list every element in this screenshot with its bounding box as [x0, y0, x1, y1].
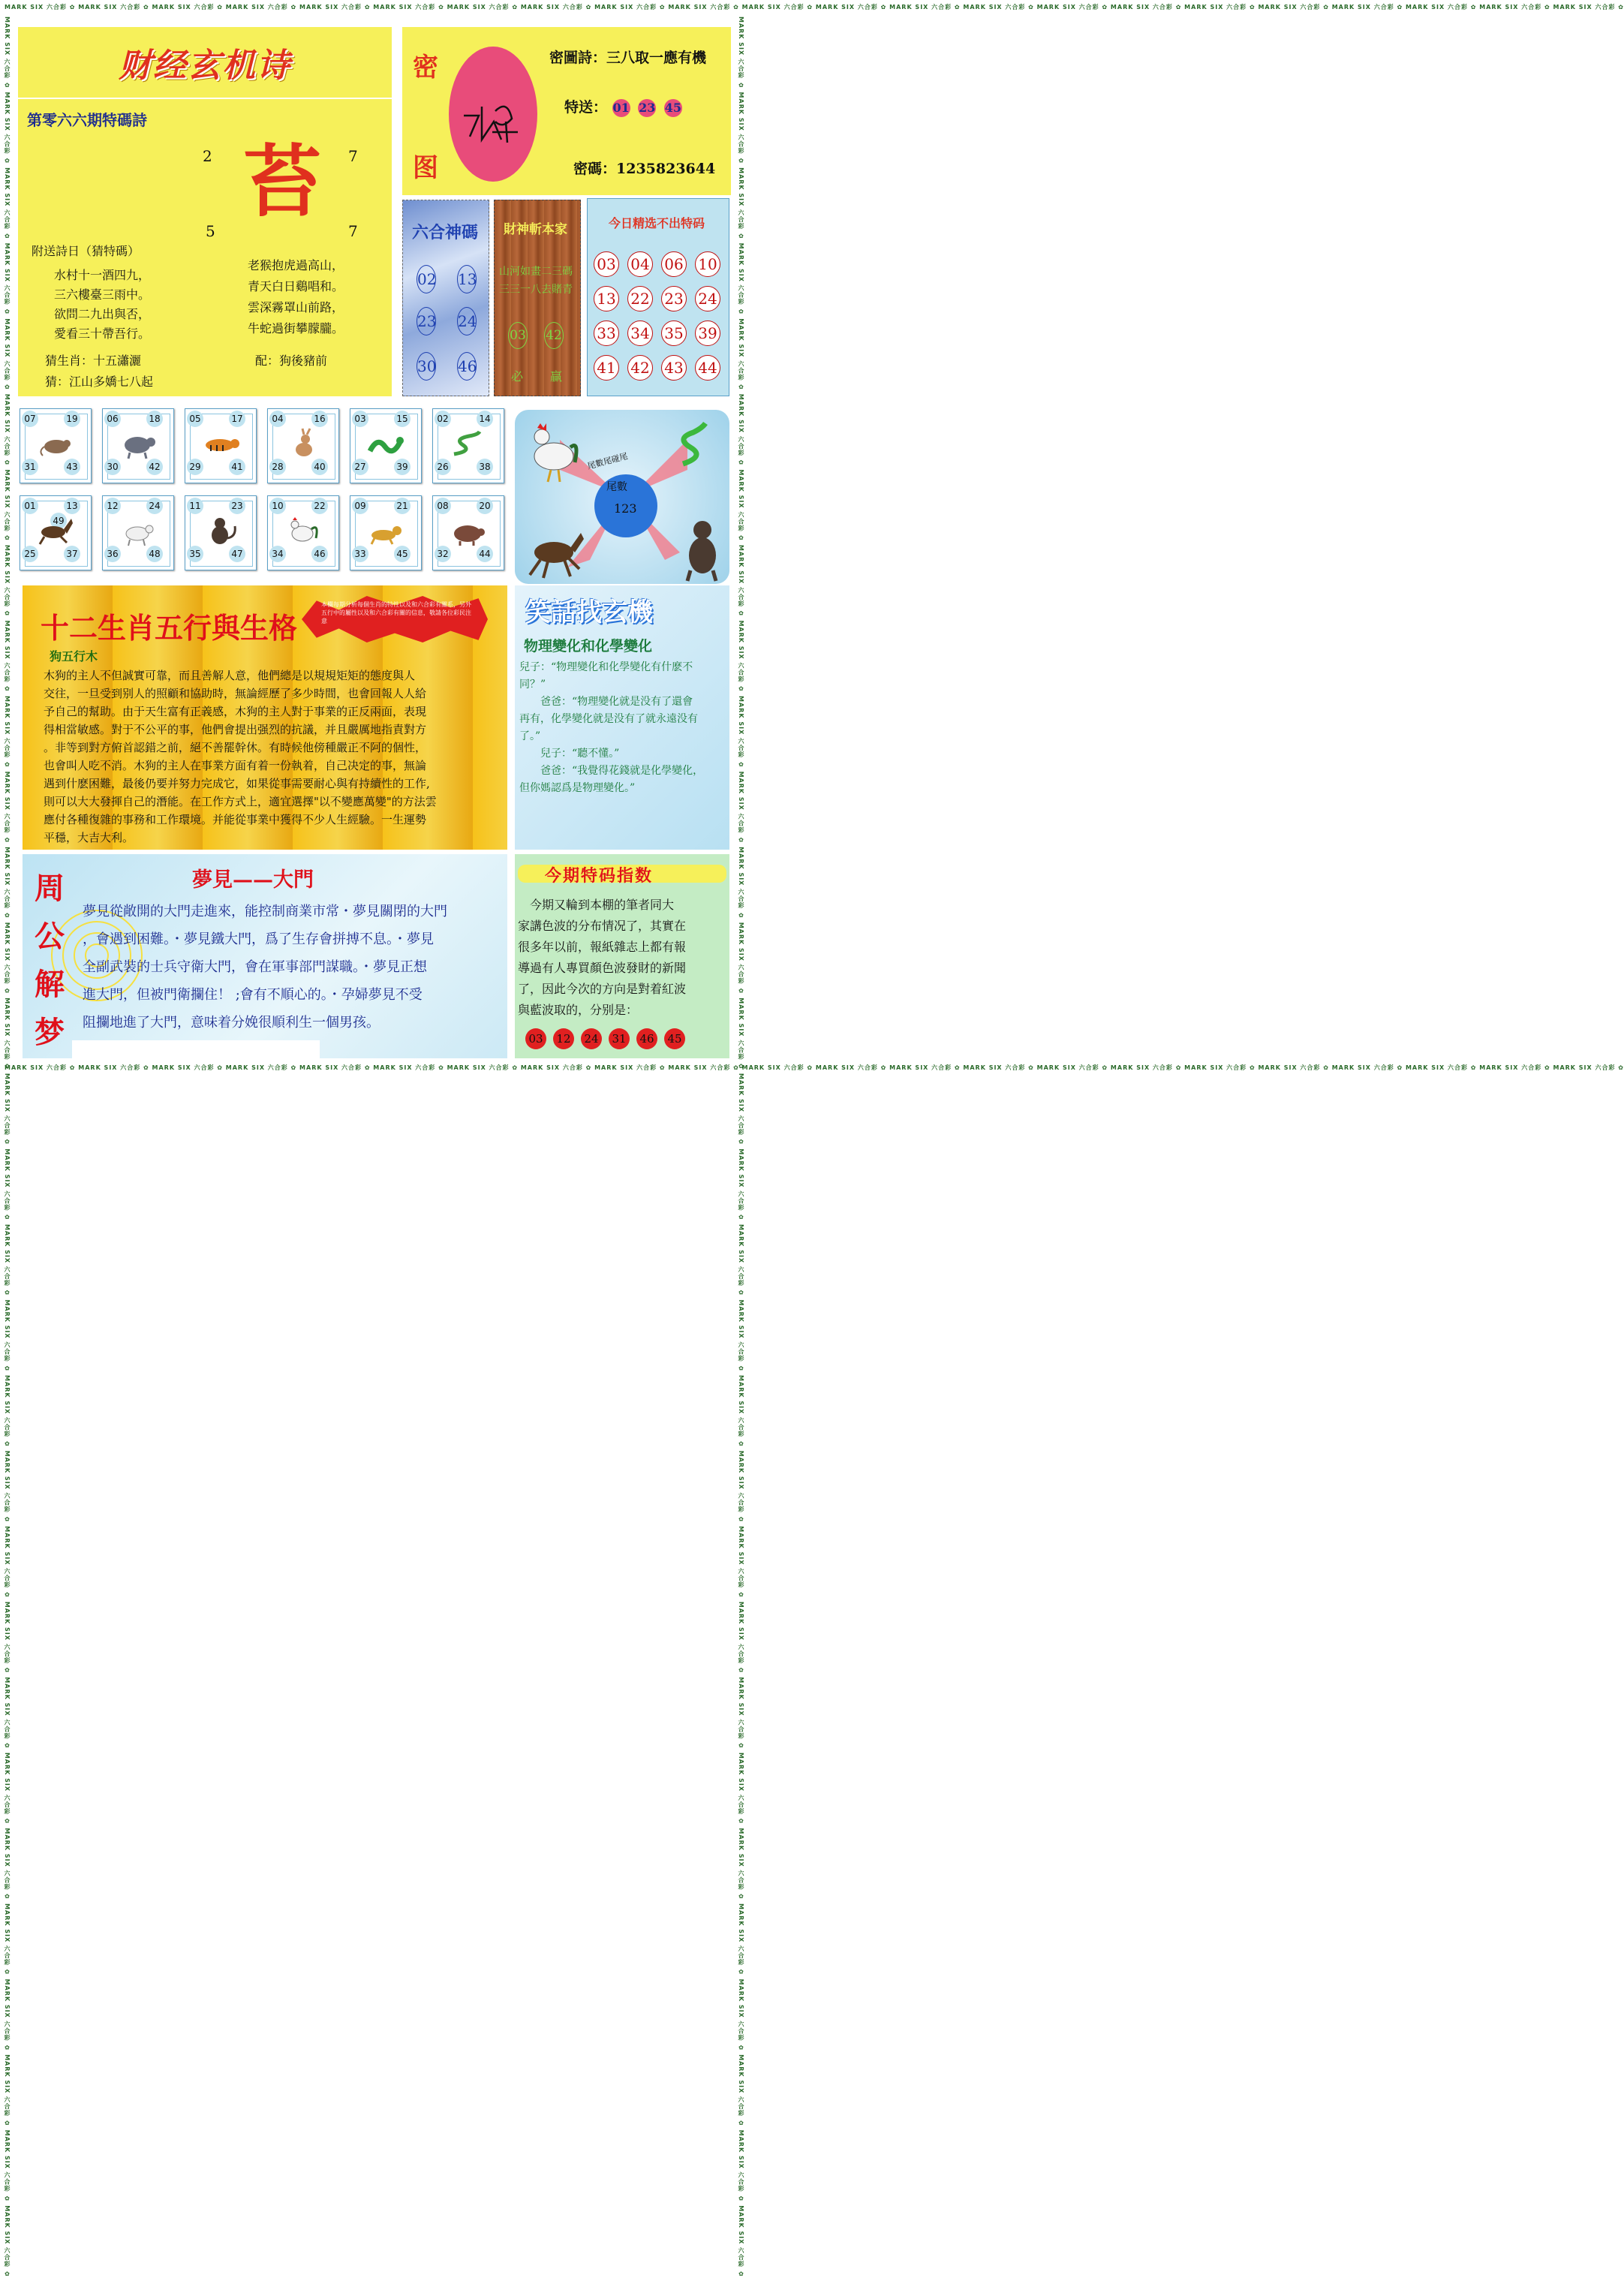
zodiac-card [102, 495, 174, 570]
today-number-ball: 13 [594, 286, 619, 311]
zodiac-number: 27 [352, 459, 368, 475]
dream-side-char: 解 [35, 967, 65, 1002]
secret-panel [402, 27, 731, 195]
five-subtitle: 狗五行木 [50, 649, 98, 664]
today-number-ball: 39 [695, 320, 720, 346]
poem-line: 牛蛇過街攀朦朧。 [248, 321, 344, 336]
poem-line: 三六樓臺三雨中。 [54, 287, 151, 302]
today-number-ball: 22 [627, 286, 653, 311]
header-banner [18, 27, 392, 98]
index-number-ball: 24 [581, 1028, 602, 1049]
dream-body [83, 898, 506, 1037]
zodiac-number: 39 [394, 459, 411, 475]
poem-panel [18, 99, 392, 396]
joke-line: 了。” [519, 730, 541, 742]
today-number-ball: 43 [661, 355, 687, 381]
today-number-ball: 10 [695, 251, 720, 277]
tail-number-panel [515, 410, 729, 584]
liuhe-number-ball: 02 [417, 265, 436, 293]
zodiac-number: 37 [64, 546, 80, 562]
liuhe-panel [402, 200, 489, 396]
rooster-icon [525, 417, 578, 485]
poem-digit: 2 [203, 147, 212, 165]
joke-line: 爸爸：“我覺得花錢就是化學變化， [519, 765, 704, 777]
zodiac-number: 36 [104, 546, 121, 562]
five-line: 得相當敏感。對于不公平的事，他們會提出强烈的抗議，并且嚴厲地指責對方 [44, 723, 427, 736]
snake-icon [668, 419, 716, 471]
dream-title: 夢見——大門 [192, 868, 314, 892]
rooster-icon [284, 516, 322, 546]
five-title: 十二生肖五行與生格 [41, 612, 298, 645]
page-title: 财经玄机诗 [119, 47, 291, 85]
special-send-label: 特送： [564, 99, 608, 116]
zodiac-number: 16 [311, 411, 328, 427]
goat-icon [119, 516, 157, 546]
zodiac-number: 20 [477, 498, 493, 514]
top-border [0, 0, 1624, 14]
liuhe-number-ball: 23 [417, 307, 436, 336]
index-line: 了，因此今次的方向是對着紅波 [518, 982, 687, 996]
index-line: 導過有人專買顏色波發財的新聞 [518, 961, 687, 975]
five-line: 予自己的幫助。由于天生富有正義感，木狗的主人對于事業的正反兩面，表現 [44, 705, 427, 718]
zodiac-number: 10 [269, 498, 286, 514]
zodiac-card [267, 495, 339, 570]
secret-char: 密 [413, 53, 438, 83]
special-send [564, 96, 685, 117]
send-number-ball: 45 [664, 99, 682, 117]
poem-digit: 7 [348, 147, 358, 165]
liuhe-number-ball: 30 [417, 352, 436, 381]
today-number-ball: 23 [661, 286, 687, 311]
zodiac-number: 19 [64, 411, 80, 427]
zodiac-number: 28 [269, 459, 286, 475]
wealth-foot: 贏 [550, 369, 563, 384]
left-border [0, 14, 17, 2278]
border-text: MARK SIX 六合彩 ✿ MARK SIX 六合彩 ✿ MARK SIX 六合彩 ✿ MARK SIX 六合彩 ✿ MARK SIX 六合彩 ✿ MARK SIX 六合彩 ✿ MARK SIX 六合彩 ✿ MARK SIX 六合彩 ✿ MARK SIX 六合彩 ✿ MARK SIX 六合彩 ✿ MARK SIX 六合彩 ✿ MARK SIX 六合彩 ✿ MARK SIX 六合彩 ✿ MARK SIX 六合彩 ✿ MARK SIX 六合彩 ✿ MARK SIX 六合彩 ✿ MARK SIX 六合彩 ✿ MARK SIX 六合彩 ✿ MARK SIX 六合彩 ✿ MARK SIX 六合彩 ✿ MARK SIX 六合彩 ✿ MARK SIX 六合彩 ✿ MARK SIX 六合彩 ✿ MARK SIX 六合彩 ✿ MARK SIX 六合彩 ✿ MARK SIX 六合彩 ✿ MARK SIX 六合彩 ✿ MARK SIX 六合彩 ✿ MARK SIX 六合彩 ✿ MARK SIX 六合彩 ✿ [4, 17, 11, 2278]
dream-side-char: 梦 [35, 1015, 65, 1050]
dream-blank-bar [72, 1040, 320, 1058]
guess-zodiac: 猜生肖：十五瀟灑 [45, 354, 142, 368]
dream-panel [23, 854, 507, 1058]
zodiac-number: 29 [187, 459, 203, 475]
send-number-ball: 23 [638, 99, 656, 117]
wealth-foot: 必 [511, 369, 524, 384]
poem-right-column [248, 255, 344, 339]
today-number-ball: 44 [695, 355, 720, 381]
zodiac-number: 18 [146, 411, 163, 427]
today-number-ball: 34 [627, 320, 653, 346]
right-border [734, 14, 749, 2278]
dream-line: 夢見從敞開的大門走進來，能控制商業市常・夢見關閉的大門 [83, 904, 447, 919]
today-number-ball: 41 [594, 355, 619, 381]
joke-panel [515, 585, 729, 850]
horse-icon [37, 516, 74, 546]
poem-line: 老猴抱虎過高山， [248, 258, 344, 272]
border-text: MARK SIX 六合彩 ✿ MARK SIX 六合彩 ✿ MARK SIX 六合彩 ✿ MARK SIX 六合彩 ✿ MARK SIX 六合彩 ✿ MARK SIX 六合彩 ✿ MARK SIX 六合彩 ✿ MARK SIX 六合彩 ✿ MARK SIX 六合彩 ✿ MARK SIX 六合彩 ✿ MARK SIX 六合彩 ✿ MARK SIX 六合彩 ✿ MARK SIX 六合彩 ✿ MARK SIX 六合彩 ✿ MARK SIX 六合彩 ✿ MARK SIX 六合彩 ✿ MARK SIX 六合彩 ✿ MARK SIX 六合彩 ✿ MARK SIX 六合彩 ✿ MARK SIX 六合彩 ✿ MARK SIX 六合彩 ✿ MARK SIX 六合彩 ✿ [5, 4, 1624, 11]
rat-icon [37, 429, 74, 459]
poem-line: 愛看三十帶吾行。 [54, 327, 151, 341]
wealth-number-ball: 42 [544, 322, 564, 349]
zodiac-number: 17 [229, 411, 245, 427]
wealth-number-ball: 03 [508, 322, 528, 349]
poem-line: 欲問二九出與否， [54, 307, 151, 321]
bottom-border [0, 1061, 1624, 1076]
zodiac-number: 34 [269, 546, 286, 562]
snake-icon [450, 429, 487, 459]
index-number-ball: 46 [636, 1028, 657, 1049]
dream-line: 全副武裝的士兵守衛大門，會在軍事部門謀職。・夢見正想 [83, 959, 427, 975]
zodiac-card [185, 408, 257, 483]
today-number-ball: 35 [661, 320, 687, 346]
poem-big-character: 苔 [243, 135, 322, 227]
wealth-line: 三三一八去賭青 [499, 284, 573, 296]
poem-line: 水村十一酒四九， [54, 268, 151, 282]
index-line: 很多年以前，報紙雜志上都有報 [518, 940, 687, 954]
today-number-ball: 33 [594, 320, 619, 346]
dream-line: ，會遇到困難。・夢見鐵大門，爲了生存會拼搏不息。・夢見 [83, 931, 434, 947]
joke-line: 再有，化學變化就是没有了就永遠没有 [519, 713, 698, 725]
index-panel [515, 854, 729, 1058]
zodiac-number: 45 [394, 546, 411, 562]
tail-value: 123 [614, 501, 637, 516]
poem-digit: 7 [348, 222, 358, 240]
zodiac-number: 02 [435, 411, 451, 427]
zodiac-number: 33 [352, 546, 368, 562]
horse-icon [521, 522, 588, 582]
wealth-title: 財神斬本家 [504, 222, 567, 237]
zodiac-card [432, 408, 504, 483]
border-text: MARK SIX 六合彩 ✿ MARK SIX 六合彩 ✿ MARK SIX 六合彩 ✿ MARK SIX 六合彩 ✿ MARK SIX 六合彩 ✿ MARK SIX 六合彩 ✿ MARK SIX 六合彩 ✿ MARK SIX 六合彩 ✿ MARK SIX 六合彩 ✿ MARK SIX 六合彩 ✿ MARK SIX 六合彩 ✿ MARK SIX 六合彩 ✿ MARK SIX 六合彩 ✿ MARK SIX 六合彩 ✿ MARK SIX 六合彩 ✿ MARK SIX 六合彩 ✿ MARK SIX 六合彩 ✿ MARK SIX 六合彩 ✿ MARK SIX 六合彩 ✿ MARK SIX 六合彩 ✿ MARK SIX 六合彩 ✿ MARK SIX 六合彩 ✿ MARK SIX 六合彩 ✿ MARK SIX 六合彩 ✿ MARK SIX 六合彩 ✿ MARK SIX 六合彩 ✿ MARK SIX 六合彩 ✿ MARK SIX 六合彩 ✿ MARK SIX 六合彩 ✿ MARK SIX 六合彩 ✿ [738, 17, 744, 2278]
zodiac-number: 21 [394, 498, 411, 514]
liuhe-title: 六合神碼 [412, 223, 479, 242]
poem-digit: 5 [206, 222, 215, 240]
monkey-icon [202, 516, 239, 546]
today-number-ball: 06 [661, 251, 687, 277]
joke-body [519, 659, 726, 797]
index-body [518, 895, 728, 1021]
handwriting-icon [449, 47, 537, 182]
secret-poem: 密圖詩：三八取一應有機 [549, 50, 707, 66]
zodiac-number: 26 [435, 459, 451, 475]
liuhe-number-ball: 24 [457, 307, 477, 336]
five-line: 應付各種復雜的事務和工作環境。并能從事業中獲得不少人生經驗。一生運勢 [44, 813, 427, 826]
zodiac-number: 22 [311, 498, 328, 514]
ox-icon [119, 429, 157, 459]
poem-left-column [54, 266, 150, 344]
zodiac-number: 03 [352, 411, 368, 427]
index-number-ball: 45 [664, 1028, 685, 1049]
zodiac-number: 42 [146, 459, 163, 475]
zodiac-number: 06 [104, 411, 121, 427]
zodiac-card [185, 495, 257, 570]
zodiac-number: 05 [187, 411, 203, 427]
zodiac-number: 43 [64, 459, 80, 475]
index-line: 家講色波的分布情况了，其實在 [518, 919, 687, 933]
five-line: 平穩，大吉大利。 [44, 831, 134, 844]
zodiac-card [267, 408, 339, 483]
tail-arc-text: 尾數尾碰尾 [586, 451, 629, 471]
today-number-ball: 24 [695, 286, 720, 311]
dog-icon [367, 516, 404, 546]
five-line: 木狗的主人不但誠實可靠，而且善解人意，他們總是以規規矩矩的態度與人 [44, 669, 416, 682]
zodiac-number: 24 [146, 498, 163, 514]
secret-char: 图 [413, 153, 438, 183]
index-title: 今期特码指数 [545, 866, 654, 886]
send-number-ball: 01 [612, 99, 630, 117]
today-number-ball: 04 [627, 251, 653, 277]
zodiac-card [102, 408, 174, 483]
five-body [44, 667, 503, 847]
poem-line: 雲深霧罩山前路， [248, 300, 344, 314]
joke-line: 但你媽認爲是物理變化。” [519, 782, 636, 794]
five-note: 本欄每期分析每個生肖的特性以及和六合彩有關系，另外五行中的屬性以及和六合彩有關的信息，敬請各位彩民注意 [321, 601, 471, 624]
zodiac-number: 23 [229, 498, 245, 514]
secret-code: 密碼：1235823644 [573, 161, 716, 177]
today-title: 今日精选不出特码 [609, 216, 705, 230]
joke-line: 兒子：“物理變化和化學變化有什麽不 [519, 661, 693, 673]
index-number-ball: 03 [525, 1028, 546, 1049]
joke-line: 同？” [519, 679, 546, 691]
poem-line: 青天白日鷄唱和。 [248, 279, 344, 293]
tiger-icon [202, 429, 239, 459]
index-line: 今期又輪到本棚的筆者同大 [518, 898, 675, 912]
dream-side-char: 周 [35, 871, 65, 906]
zodiac-number: 15 [394, 411, 411, 427]
guess-hint: 猜：江山多嬌七八起 [45, 375, 154, 389]
joke-subtitle: 物理變化和化學變化 [524, 638, 653, 655]
dragon-icon [367, 429, 404, 459]
monkey-icon [680, 515, 725, 582]
index-number-ball: 31 [609, 1028, 630, 1049]
liuhe-number-ball: 13 [457, 265, 477, 293]
five-line: 。非等到對方俯首認錯之前，絕不善罷幹休。有時候他傍種嚴正不阿的個性， [44, 741, 427, 754]
attached-poem-label: 附送詩日（猜特碼） [32, 244, 140, 258]
today-not-picked-panel [587, 198, 729, 396]
joke-title: 笑話找玄機 [525, 597, 653, 627]
index-number-ball: 12 [553, 1028, 574, 1049]
zodiac-number: 47 [229, 546, 245, 562]
zodiac-number: 38 [477, 459, 493, 475]
five-line: 遇到什麽困難，最後仍要并努力完成它，如果從事需要耐心與有持續性的工作, [44, 777, 430, 790]
zodiac-number: 14 [477, 411, 493, 427]
zodiac-number: 35 [187, 546, 203, 562]
zodiac-number: 32 [435, 546, 451, 562]
zodiac-card [350, 495, 422, 570]
today-number-ball: 03 [594, 251, 619, 277]
today-number-ball: 42 [627, 355, 653, 381]
zodiac-number: 11 [187, 498, 203, 514]
zodiac-number: 01 [22, 498, 38, 514]
dream-line: 阻攔地進了大門，意味着分娩很順利生一個男孩。 [83, 1015, 380, 1031]
five-line: 也會叫人吃不消。木狗的主人在事業方面有着一份執着，自己决定的事，無論 [44, 759, 427, 772]
dream-side-char: 公 [35, 919, 65, 954]
zodiac-number: 08 [435, 498, 451, 514]
rabbit-icon [284, 429, 322, 459]
dream-line: 進大門，但被門衛攔住！ ;會有不順心的。・孕婦夢見不受 [83, 987, 423, 1003]
secret-oval [449, 47, 537, 182]
five-line: 交往，一旦受到别人的照顧和協助時，無論經歷了多少時間，也會回報人人給 [44, 687, 427, 700]
pig-icon [450, 516, 487, 546]
joke-line: 兒子：“聽不懂。” [519, 748, 620, 760]
zodiac-card [20, 495, 92, 570]
match-hint: 配：狗後豬前 [255, 354, 328, 368]
zodiac-card [20, 408, 92, 483]
zodiac-number: 41 [229, 459, 245, 475]
zodiac-number: 44 [477, 546, 493, 562]
zodiac-number: 49 [50, 513, 67, 529]
wealth-panel [494, 200, 581, 396]
zodiac-card [432, 495, 504, 570]
border-text: MARK SIX 六合彩 ✿ MARK SIX 六合彩 ✿ MARK SIX 六合彩 ✿ MARK SIX 六合彩 ✿ MARK SIX 六合彩 ✿ MARK SIX 六合彩 ✿ MARK SIX 六合彩 ✿ MARK SIX 六合彩 ✿ MARK SIX 六合彩 ✿ MARK SIX 六合彩 ✿ MARK SIX 六合彩 ✿ MARK SIX 六合彩 ✿ MARK SIX 六合彩 ✿ MARK SIX 六合彩 ✿ MARK SIX 六合彩 ✿ MARK SIX 六合彩 ✿ MARK SIX 六合彩 ✿ MARK SIX 六合彩 ✿ MARK SIX 六合彩 ✿ MARK SIX 六合彩 ✿ MARK SIX 六合彩 ✿ MARK SIX 六合彩 ✿ [5, 1064, 1624, 1071]
tail-label: 尾數 [606, 481, 627, 493]
zodiac-card [350, 408, 422, 483]
joke-line: 爸爸：“物理變化就是没有了還會 [519, 696, 693, 708]
zodiac-number: 46 [311, 546, 328, 562]
zodiac-number: 04 [269, 411, 286, 427]
zodiac-number: 07 [22, 411, 38, 427]
zodiac-number: 12 [104, 498, 121, 514]
zodiac-number: 31 [22, 459, 38, 475]
index-number-row [525, 1028, 692, 1049]
wealth-line: 山河如畫二三碼 [499, 266, 573, 278]
zodiac-number: 09 [352, 498, 368, 514]
zodiac-number: 40 [311, 459, 328, 475]
poem-heading: 第零六六期特碼詩 [27, 111, 147, 129]
index-line: 與藍波取的，分别是： [518, 1003, 639, 1017]
five-line: 則可以大大發揮自己的潛能。在工作方式上，適宜選擇"以不變應萬變"的方法雲 [44, 795, 437, 808]
zodiac-number: 48 [146, 546, 163, 562]
zodiac-number: 30 [104, 459, 121, 475]
zodiac-number: 13 [64, 498, 80, 514]
zodiac-number: 25 [22, 546, 38, 562]
liuhe-number-ball: 46 [457, 352, 477, 381]
five-elements-panel [23, 585, 507, 850]
